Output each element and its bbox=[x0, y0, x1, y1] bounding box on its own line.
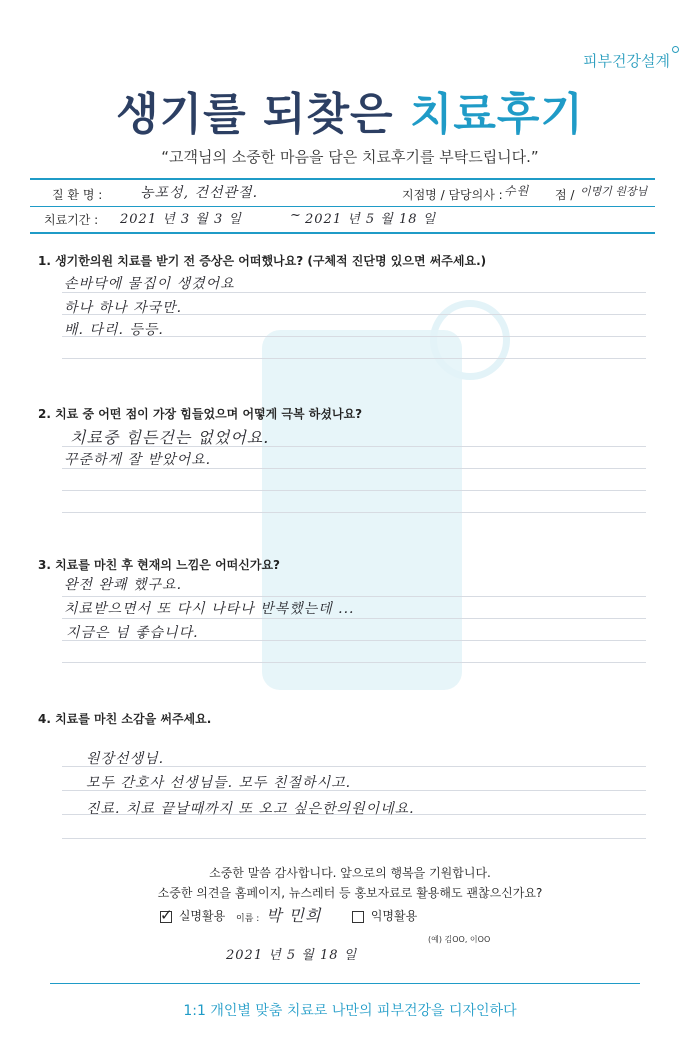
header-top-rule bbox=[30, 178, 655, 180]
background-watermark bbox=[262, 330, 462, 690]
name-example: (예) 김OO, 이OO bbox=[428, 935, 491, 944]
watermark-ring bbox=[430, 300, 510, 380]
brand-dot-icon bbox=[672, 46, 679, 53]
answer-line bbox=[62, 596, 646, 597]
answer-2-line-1: 치료중 힘든건는 없었어요. bbox=[70, 428, 270, 447]
brand-logo bbox=[583, 50, 670, 71]
answer-2-line-2: 꾸준하게 잘 받았어요. bbox=[64, 452, 212, 468]
answer-4-line-2: 모두 간호사 선생님들. 모두 친절하시고. bbox=[86, 775, 352, 791]
header-mid-rule bbox=[30, 206, 655, 207]
answer-line bbox=[62, 358, 646, 359]
page-subtitle: “고객님의 소중한 마음을 담은 치료후기를 부탁드립니다.” bbox=[161, 148, 539, 166]
answer-4-line-3: 진료. 치료 끝날때까지 또 오고 싶은한의원이네요. bbox=[86, 801, 415, 817]
header-bottom-rule bbox=[30, 232, 655, 234]
name-label: 이름 : bbox=[236, 914, 260, 924]
brand-text: 피부건강설계 bbox=[583, 52, 670, 70]
period-separator: ~ bbox=[290, 208, 302, 223]
anonymous-option[interactable] bbox=[352, 907, 417, 924]
answer-3-line-2: 치료받으면서 또 다시 나타나 반복했는데 ... bbox=[64, 601, 355, 617]
branch-value: 수원 bbox=[504, 184, 530, 198]
real-name-option-label: 실명활용 bbox=[178, 909, 226, 923]
branch-label: 지점명 / 담당의사 : bbox=[402, 188, 503, 202]
answer-1-line-1: 손바닥에 물집이 생겼어요 bbox=[64, 276, 235, 292]
question-2-label: 2. 치료 중 어떤 점이 가장 힘들었으며 어떻게 극복 하셨나요? bbox=[38, 407, 363, 421]
question-1-label: 1. 생기한의원 치료를 받기 전 증상은 어떠했나요? (구체적 진단명 있으면 써주세요.) bbox=[38, 254, 487, 268]
consent-question: 소중한 의견을 홈페이지, 뉴스레터 등 홍보자료로 활용해도 괜찮으신가요? bbox=[157, 886, 543, 900]
footer-slogan: 1:1 개인별 맞춤 치료로 나만의 피부건강을 디자인하다 bbox=[183, 1003, 517, 1019]
question-4-label: 4. 치료를 마친 소감을 써주세요. bbox=[38, 712, 212, 726]
answer-4-line-1: 원장선생님. bbox=[86, 751, 165, 767]
answer-1-line-3: 배. 다리. 등등. bbox=[64, 322, 164, 338]
period-end: 2021 년 5 월 18 일 bbox=[305, 212, 437, 227]
signature-date: 2021 년 5 월 18 일 bbox=[226, 948, 358, 963]
real-name-option[interactable] bbox=[160, 907, 225, 924]
period-start: 2021 년 3 월 3 일 bbox=[120, 212, 242, 227]
question-3-label: 3. 치료를 마친 후 현재의 느낌은 어떠신가요? bbox=[38, 558, 281, 572]
answer-line bbox=[62, 490, 646, 491]
title-part-2: 치료후기 bbox=[409, 89, 584, 140]
real-name-checkbox[interactable] bbox=[160, 911, 172, 923]
answer-line bbox=[62, 838, 646, 839]
page-title bbox=[0, 78, 700, 142]
branch-suffix: 점 / bbox=[555, 188, 575, 202]
title-part-1: 생기를 되찾은 bbox=[116, 89, 410, 140]
closing-thanks: 소중한 말씀 감사합니다. 앞으로의 행복을 기원합니다. bbox=[209, 866, 491, 880]
doctor-value: 이명기 원장님 bbox=[580, 185, 648, 198]
disease-value: 농포성, 건선관절. bbox=[140, 185, 259, 201]
answer-line bbox=[62, 618, 646, 619]
answer-1-line-2: 하나 하나 자국만. bbox=[64, 300, 183, 316]
disease-label: 질 환 명 : bbox=[52, 188, 103, 202]
answer-3-line-1: 완전 완쾌 했구요. bbox=[64, 577, 183, 593]
name-value: 박 민희 bbox=[266, 906, 322, 925]
answer-line bbox=[62, 662, 646, 663]
anonymous-option-label: 익명활용 bbox=[370, 909, 418, 923]
answer-3-line-3: 지금은 넘 좋습니다. bbox=[66, 625, 199, 641]
anonymous-checkbox[interactable] bbox=[352, 911, 364, 923]
period-label: 치료기간 : bbox=[44, 213, 99, 227]
answer-line bbox=[62, 512, 646, 513]
footer-rule bbox=[50, 983, 640, 984]
